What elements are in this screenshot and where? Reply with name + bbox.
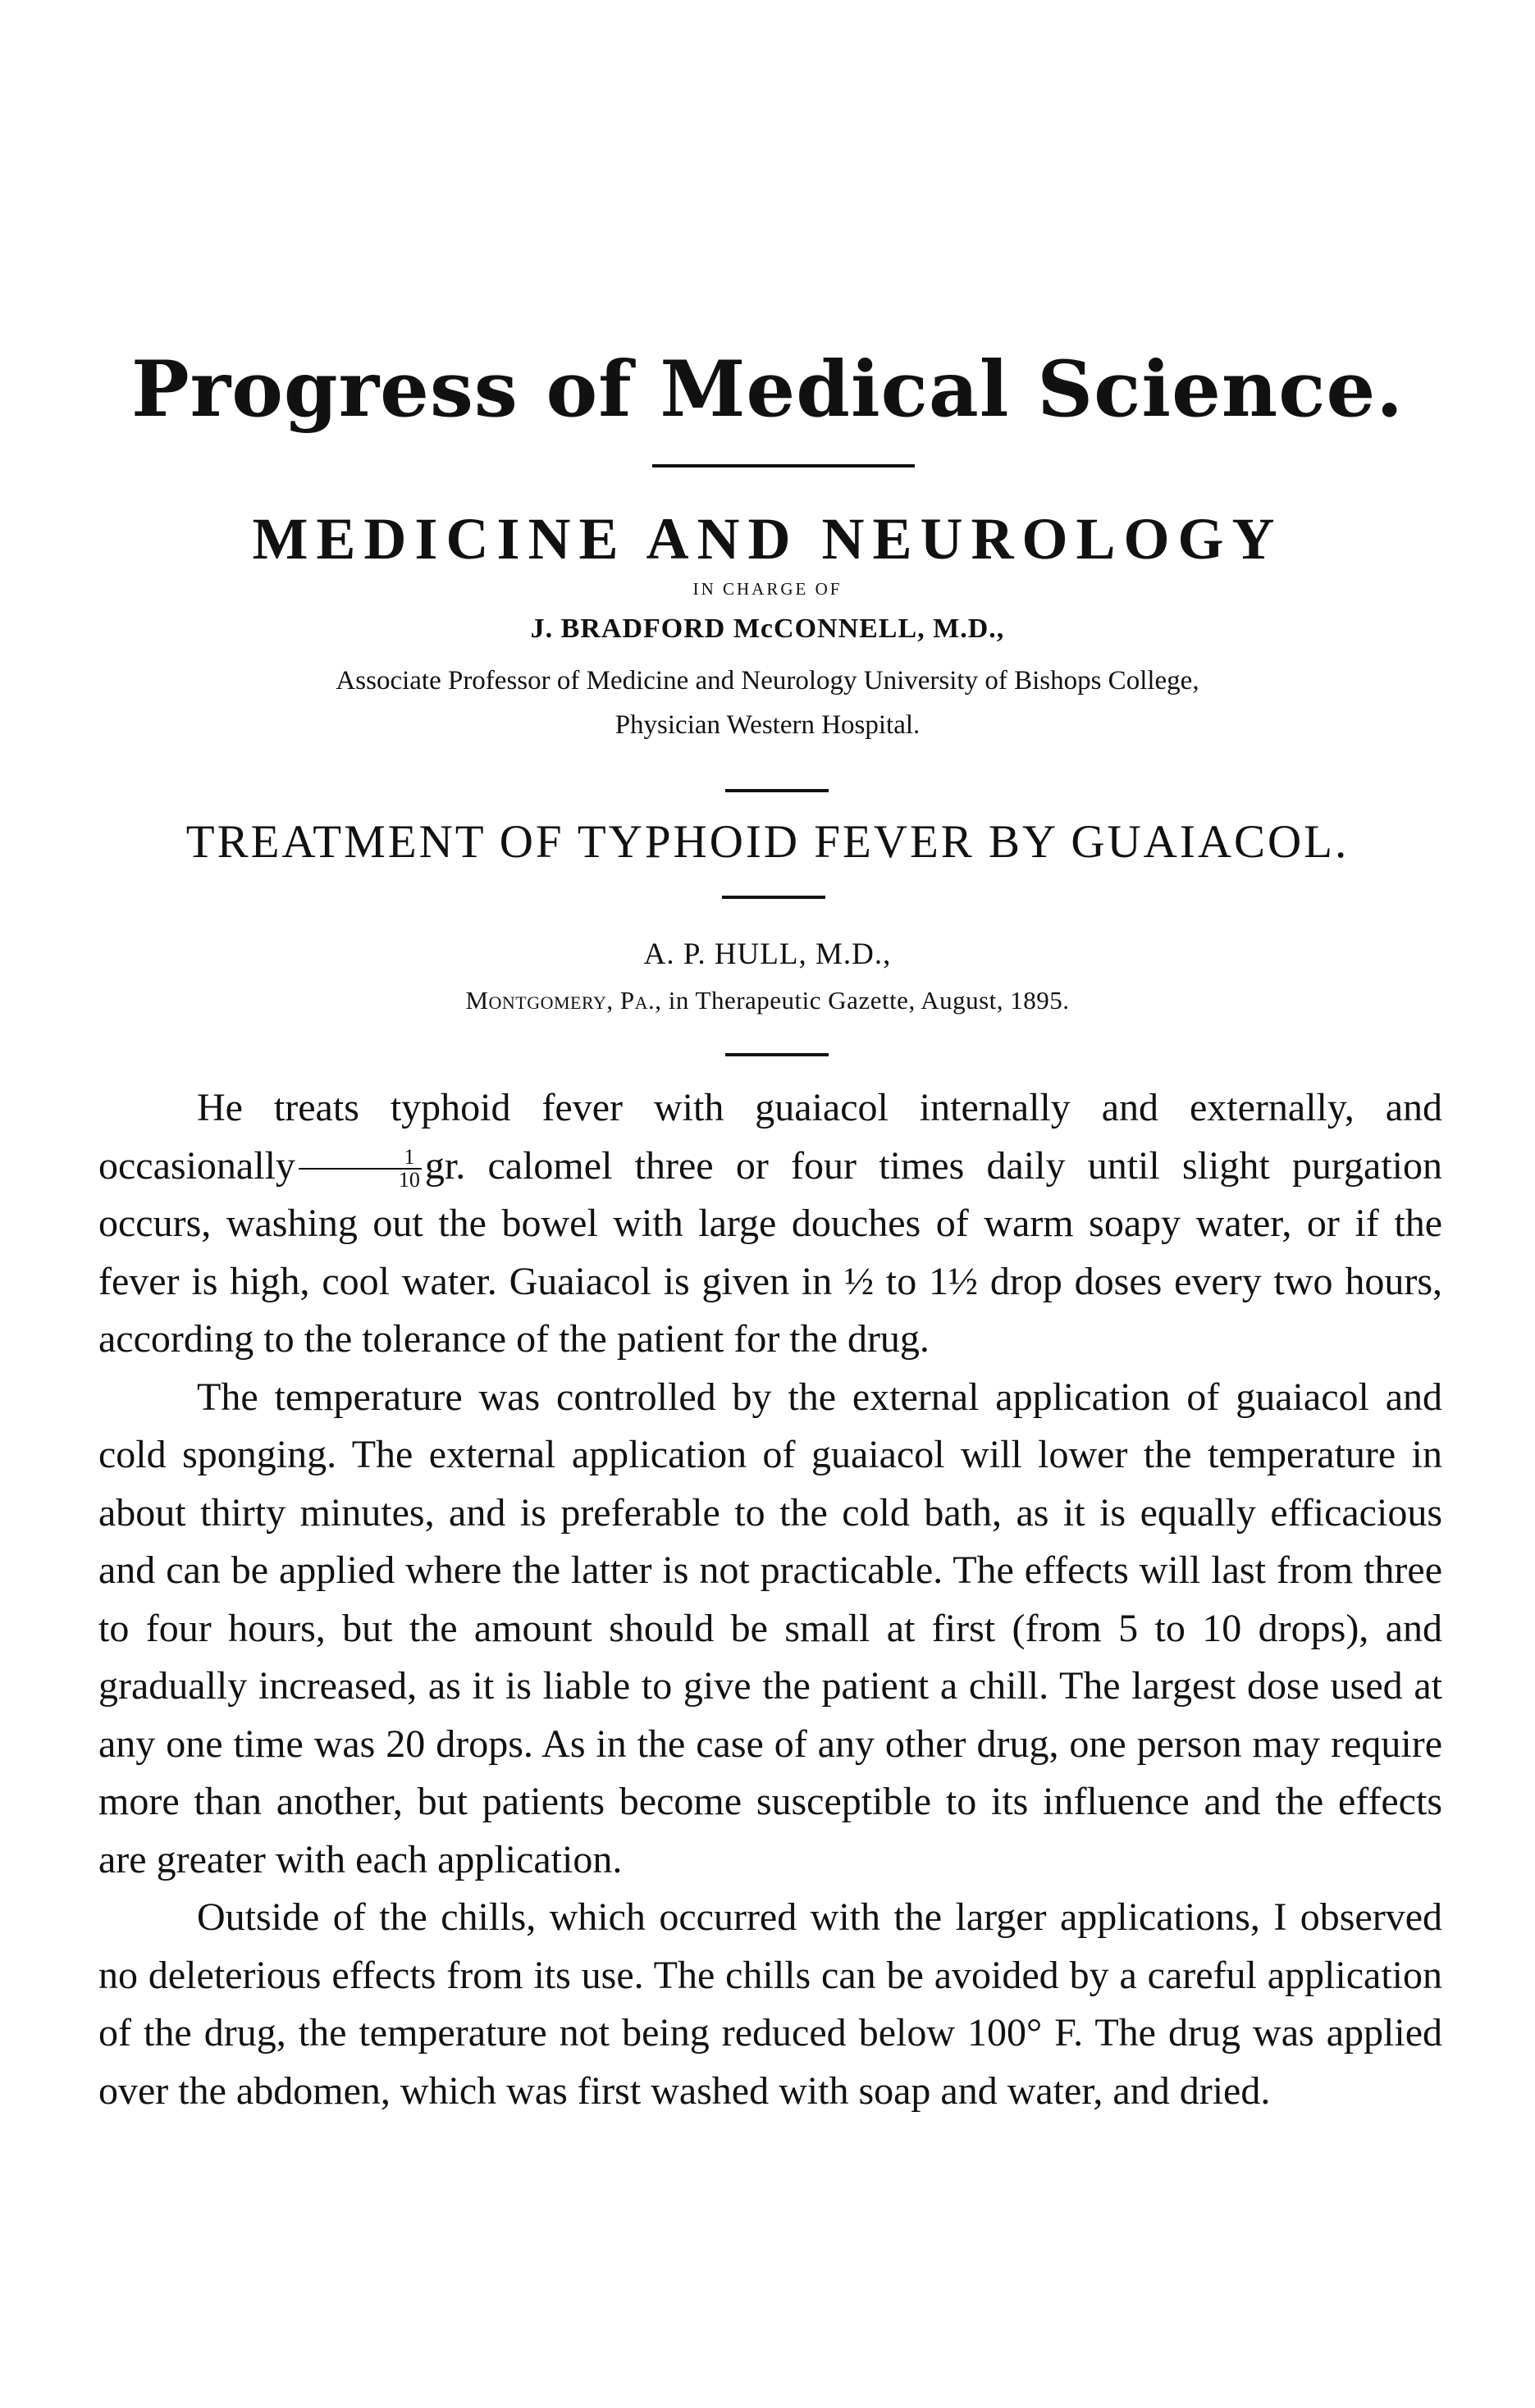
article-body [98, 1079, 1442, 2120]
editor-name: J. BRADFORD McCONNELL, M.D., [530, 613, 1005, 644]
editor-title-line2: Physician Western Hospital. [614, 710, 921, 740]
section-title: MEDICINE AND NEUROLOGY [252, 506, 1283, 572]
paragraph-1-text-a: He treats typhoid fever with guaiacol internally and externally, and occasionally [98, 1086, 1442, 1188]
divider-rule [725, 789, 829, 792]
source-detail: in Therapeutic Gazette, August, 1895. [668, 986, 1070, 1015]
in-charge-label: IN CHARGE OF [692, 579, 843, 599]
fraction-numerator: 1 [299, 1147, 422, 1170]
author-source [0, 986, 1535, 1015]
author-name: A. P. HULL, M.D., [643, 937, 892, 971]
divider-rule [725, 1053, 829, 1056]
divider-rule [722, 896, 825, 899]
paragraph-2: The temperature was controlled by the external application of guaiacol and cold sponging. The external application of guaiacol will lower the temperature in about thirty minutes, and is preferable to the cold bath, as it is equally efficacious and can be applied where the latter is not practicable. The effects will last from three to four hours, but the amount should be small at first (from 5 to 10 drops), and gradually increased, as it is liable to give the patient a chill. The largest dose used at any one time was 20 drops. As in the case of any other drug, one person may require more than another, but patients become susceptible to its influence and the effects are greater with each application. [98, 1375, 1442, 1881]
article-title: TREATMENT OF TYPHOID FEVER BY GUAIACOL. [185, 816, 1350, 868]
divider-rule [652, 464, 915, 467]
source-place: Montgomery, Pa., [465, 986, 662, 1015]
paragraph-1-text-b: gr. calomel three or four times daily until slight purgation occurs, washing out the bowel with large douches of warm soapy water, or if the fever is high, cool water. Guaiacol is given in ½ to 1½ drop doses every two hours, according to the tolerance of the patient for the drug. [98, 1143, 1442, 1361]
journal-title: Progress of Medical Science. [130, 344, 1404, 435]
paragraph-3: Outside of the chills, which occurred with the larger applications, I observed no deleterious effects from its use. The chills can be avoided by a careful application of the drug, the temperature not being reduced below 100° F. The drug was applied over the abdomen, which was first washed with soap and water, and dried. [98, 1895, 1442, 2113]
fraction [299, 1147, 422, 1191]
paragraph-1 [98, 1079, 1442, 1369]
fraction-denominator: 10 [398, 1168, 420, 1193]
editor-title-line1: Associate Professor of Medicine and Neurology University of Bishops College, [336, 666, 1199, 695]
